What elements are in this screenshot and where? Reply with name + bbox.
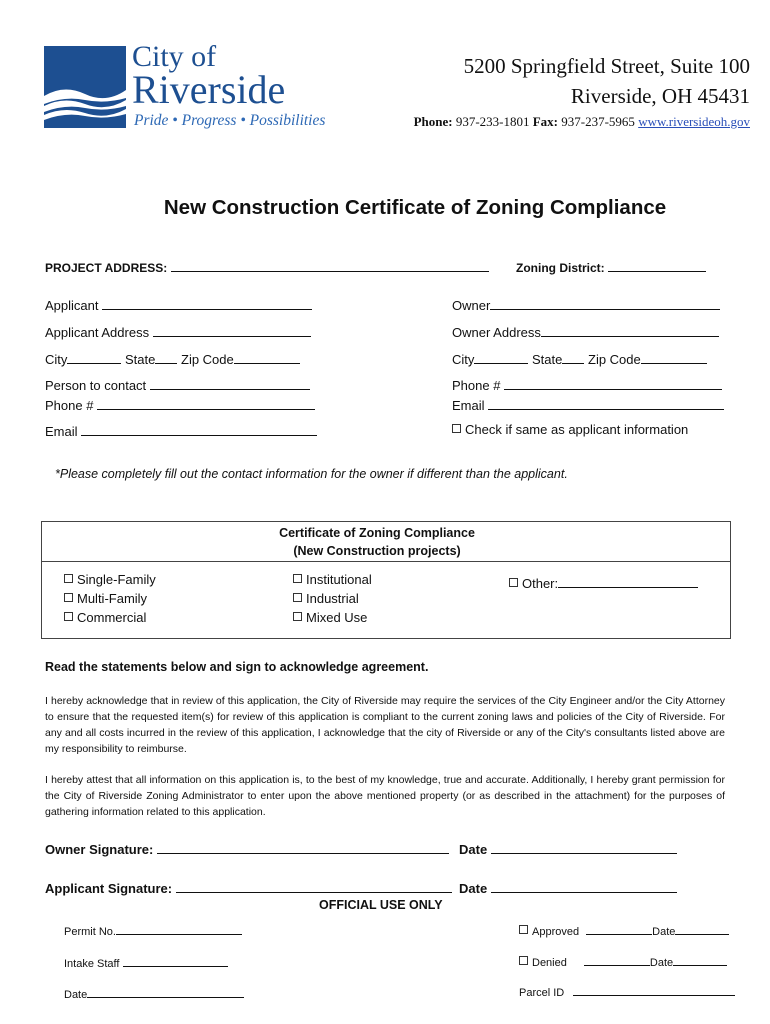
certificate-subtitle: (New Construction projects)	[293, 544, 461, 558]
applicant-name-field[interactable]	[45, 296, 312, 313]
checkbox-icon	[509, 578, 518, 587]
official-use-heading: OFFICIAL USE ONLY	[319, 898, 443, 912]
applicant-signature-field[interactable]	[45, 879, 452, 896]
type-label: Commercial	[77, 610, 147, 625]
header-street: 5200 Springfield Street, Suite 100	[463, 54, 750, 78]
permit-label: Permit No.	[64, 926, 116, 938]
ack-paragraph-2: I hereby attest that all information on this application is, to the best of my knowledge, true and accurate. Additionally, I hereby grant permission for the City of Riverside Zoning Administrator to enter upon the above mentioned property (or as described in the attachment) for the purposes of gathering information related to this application.	[45, 774, 725, 818]
intake-staff-field[interactable]	[64, 955, 228, 970]
owner-state-label: State	[532, 352, 563, 367]
certificate-divider	[42, 561, 730, 562]
official-date-field[interactable]	[64, 986, 244, 1001]
header-contact-line	[414, 114, 750, 130]
approved-checkbox[interactable]	[519, 923, 729, 938]
checkbox-icon	[452, 424, 461, 433]
type-single-family[interactable]	[64, 572, 156, 587]
parcel-id-field[interactable]	[519, 984, 735, 999]
logo-city-of: City of	[132, 40, 217, 73]
applicant-email-field[interactable]	[45, 422, 317, 439]
owner-phone-field[interactable]	[452, 376, 722, 393]
date-label: Date	[459, 842, 488, 857]
project-address-field[interactable]	[45, 258, 489, 275]
page-title: New Construction Certificate of Zoning Compliance	[163, 196, 667, 219]
checkbox-icon	[519, 925, 528, 934]
applicant-label: Applicant	[45, 298, 99, 313]
checkbox-icon	[293, 593, 302, 602]
zoning-district-field[interactable]	[516, 258, 706, 275]
applicant-address-field[interactable]	[45, 323, 311, 340]
applicant-address-label: Applicant Address	[45, 325, 150, 340]
type-label: Mixed Use	[306, 610, 368, 625]
applicant-city-label: City	[45, 352, 68, 367]
header-city-line: Riverside, OH 45431	[570, 84, 750, 108]
applicant-phone-field[interactable]	[45, 396, 315, 413]
checkbox-icon	[64, 612, 73, 621]
phone-label: Phone:	[413, 114, 453, 129]
fax-number: 937-237-5965	[561, 114, 635, 129]
applicant-contact-field[interactable]	[45, 376, 310, 393]
owner-signature-date-field[interactable]	[459, 840, 677, 857]
owner-signature-field[interactable]	[45, 840, 449, 857]
logo-tagline: Pride • Progress • Possibilities	[134, 112, 326, 129]
owner-zip-label: Zip Code	[588, 352, 641, 367]
city-logo	[44, 40, 344, 130]
zoning-district-label: Zoning District:	[516, 261, 605, 275]
applicant-city-row[interactable]	[45, 350, 300, 367]
owner-email-field[interactable]	[452, 396, 724, 413]
type-label: Institutional	[306, 572, 372, 587]
denied-date-label: Date	[649, 957, 674, 969]
applicant-state-label: State	[125, 352, 156, 367]
checkbox-icon	[519, 956, 528, 965]
ack-paragraph-1: I hereby acknowledge that in review of this application, the City of Riverside may require the services of the City Engineer and/or the City Attorney to ensure that the requested item(s) for review of this application is compliant to the current zoning laws and policies of the City of Riverside. For any and all costs incurred in the review of this application, I acknowledge that the city of Riverside or any of the City's consultants listed above are my responsibility to reimburse.	[45, 695, 725, 755]
owner-email-label: Email	[452, 398, 485, 413]
permit-number-field[interactable]	[64, 923, 242, 938]
phone-number: 937-233-1801	[455, 114, 530, 129]
denied-checkbox[interactable]	[519, 954, 727, 969]
approved-date-label: Date	[652, 926, 676, 938]
owner-note: *Please completely fill out the contact information for the owner if different than the applicant.	[55, 467, 568, 481]
wave-logo-icon	[44, 46, 126, 128]
owner-name-field[interactable]	[452, 296, 720, 313]
type-label: Multi-Family	[77, 591, 148, 606]
applicant-zip-label: Zip Code	[181, 352, 234, 367]
intake-label: Intake Staff	[64, 958, 120, 970]
type-label: Other:	[522, 576, 559, 591]
checkbox-icon	[64, 574, 73, 583]
owner-city-label: City	[452, 352, 475, 367]
checkbox-icon	[293, 612, 302, 621]
logo-riverside: Riverside	[132, 67, 286, 112]
same-as-applicant-label: Check if same as applicant information	[465, 422, 689, 437]
type-multi-family[interactable]	[64, 591, 147, 606]
applicant-email-label: Email	[45, 424, 78, 439]
applicant-signature-label: Applicant Signature:	[45, 881, 173, 896]
owner-address-label: Owner Address	[452, 325, 541, 340]
same-as-applicant-checkbox[interactable]	[452, 422, 688, 437]
type-other[interactable]	[509, 574, 698, 591]
owner-phone-label: Phone #	[452, 378, 501, 393]
approved-label: Approved	[532, 926, 580, 938]
type-label: Single-Family	[77, 572, 156, 587]
date-label: Date	[459, 881, 488, 896]
owner-signature-label: Owner Signature:	[45, 842, 154, 857]
type-institutional[interactable]	[293, 572, 372, 587]
checkbox-icon	[64, 593, 73, 602]
type-commercial[interactable]	[64, 610, 146, 625]
applicant-contact-label: Person to contact	[45, 378, 147, 393]
applicant-signature-date-field[interactable]	[459, 879, 677, 896]
type-industrial[interactable]	[293, 591, 359, 606]
ack-heading: Read the statements below and sign to acknowledge agreement.	[45, 660, 429, 674]
type-mixed-use[interactable]	[293, 610, 367, 625]
fax-label: Fax:	[532, 114, 559, 129]
checkbox-icon	[293, 574, 302, 583]
official-date-label: Date	[64, 989, 88, 1001]
website-link[interactable]: www.riversideoh.gov	[638, 114, 750, 129]
applicant-phone-label: Phone #	[45, 398, 94, 413]
type-label: Industrial	[306, 591, 359, 606]
certificate-title: Certificate of Zoning Compliance	[279, 526, 475, 540]
parcel-label: Parcel ID	[519, 987, 565, 999]
project-address-label: PROJECT ADDRESS:	[45, 261, 168, 275]
owner-label: Owner	[452, 298, 491, 313]
owner-city-row[interactable]	[452, 350, 707, 367]
certificate-box	[41, 521, 731, 639]
denied-label: Denied	[532, 957, 567, 969]
owner-address-field[interactable]	[452, 323, 719, 340]
